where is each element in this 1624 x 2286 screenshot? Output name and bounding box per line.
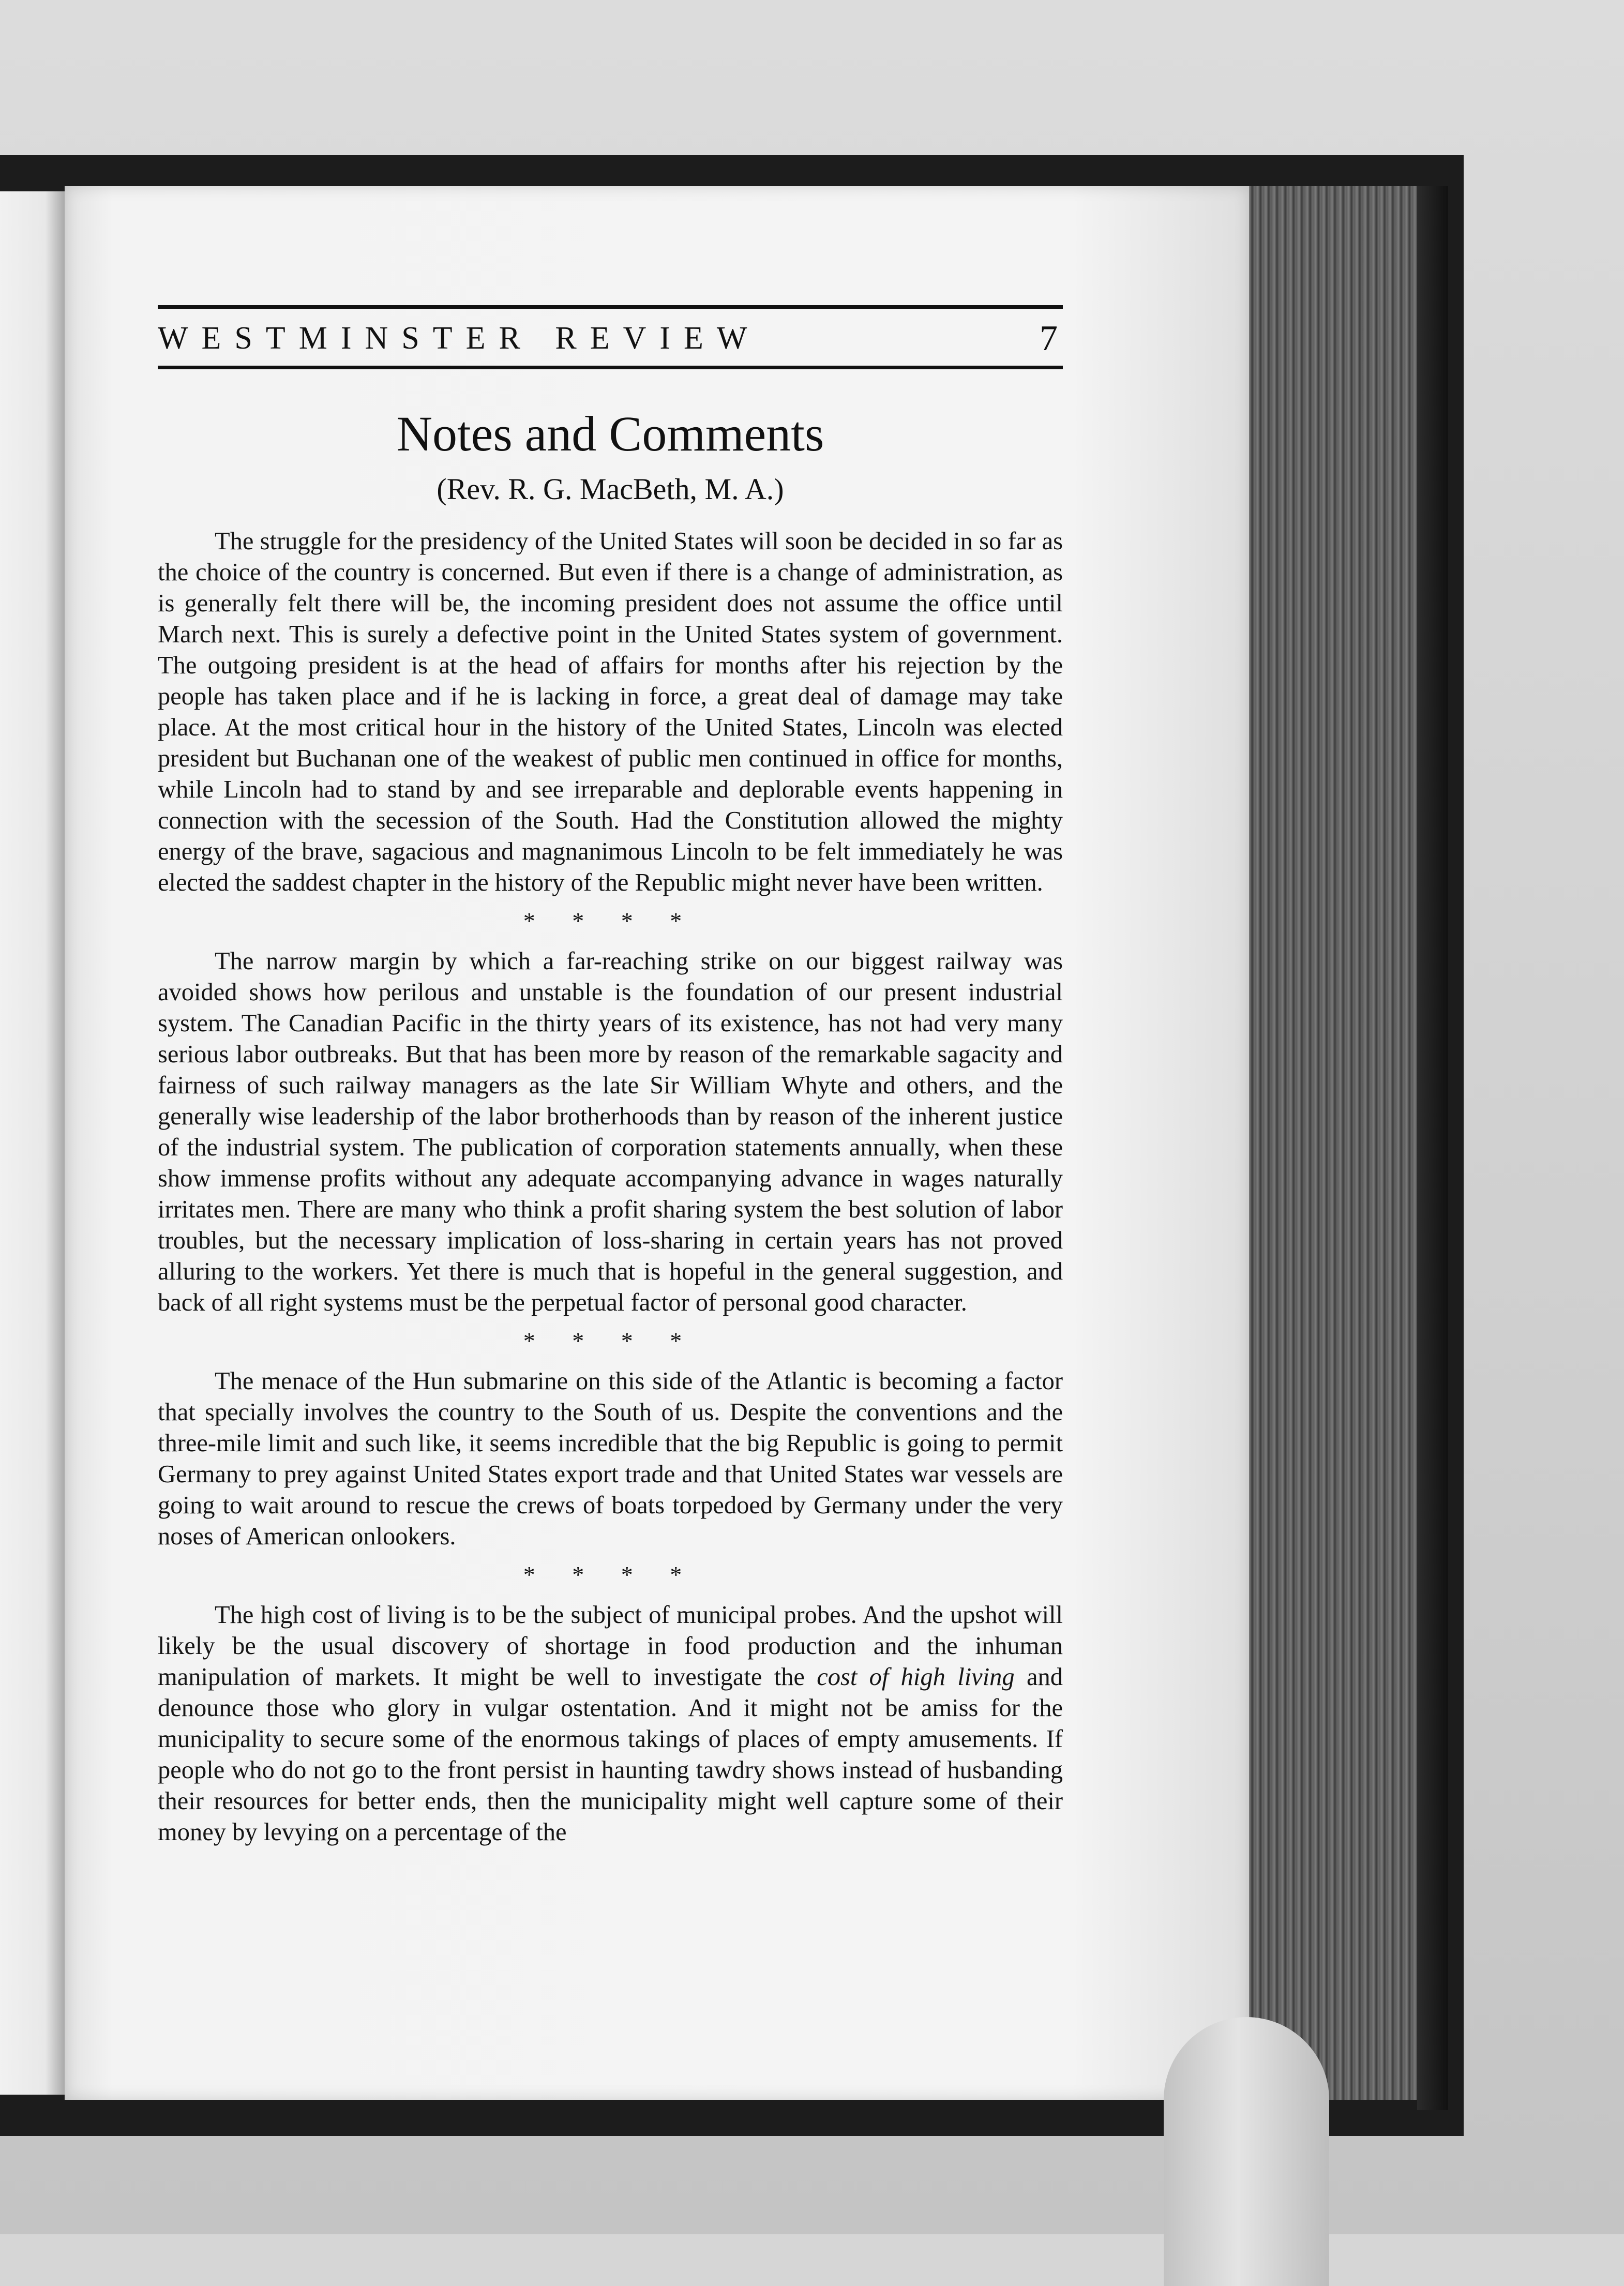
article-body — [158, 526, 1063, 1848]
wooden-page-holder — [1164, 2017, 1329, 2286]
page-block-edge — [1246, 186, 1417, 2100]
section-separator: * * * * — [523, 908, 698, 934]
page-content — [158, 305, 1063, 1848]
paragraph-submarine: The menace of the Hun submarine on this side of the Atlantic is becoming a factor that specially involves the country to the South of us. Despite the conventions and the three-mile limit and such like, it seems incredible that the big Republic is going to permit Germany to prey against United States export trade and that United States war vessels are going to wait around to rescue the crews of boats torpedoed by Germany under the very noses of American onlookers. — [158, 1367, 1063, 1550]
page-block-shadow — [1417, 186, 1448, 2110]
left-page-edge — [0, 191, 65, 2095]
running-head — [158, 305, 1063, 369]
page-number: 7 — [1040, 319, 1058, 358]
article-title: Notes and Comments — [396, 406, 824, 461]
paragraph-cost-of-living — [158, 1600, 1063, 1848]
emphasis-text: cost of high living — [817, 1663, 1015, 1691]
journal-title: WESTMINSTER REVIEW — [158, 321, 761, 356]
paragraph-text: The high cost of living is to be the subject of municipal probes. And the upshot will likely be the usual discovery of shortage in food production and the inhuman manipulation of markets. It might be well to investigate the — [158, 1601, 1063, 1691]
paragraph-railway-strike: The narrow margin by which a far-reaching strike on our biggest railway was avoided shows how perilous and unstable is the foundation of our present industrial system. The Canadian Pacific in the thirty years of its existence, has not had very many serious labor outbreaks. But that has been more by reason of the remarkable sagacity and fairness of such railway managers as the late Sir William Whyte and others, and the generally wise leadership of the labor brotherhoods than by reason of the inherent justice of the industrial system. The publication of corporation statements annually, when these show immense profits without any adequate accompanying advance in wages naturally irritates men. There are many who think a profit sharing system the best solution of labor troubles, but the necessary implication of loss-sharing in certain years has not proved alluring to the workers. Yet there is much that is hopeful in the general suggestion, and back of all right systems must be the perpetual factor of personal good character. — [158, 948, 1063, 1316]
book-page — [65, 186, 1249, 2100]
article-author: (Rev. R. G. MacBeth, M. A.) — [437, 472, 784, 506]
section-separator: * * * * — [523, 1561, 698, 1588]
section-separator: * * * * — [523, 1328, 698, 1354]
paragraph-text: and denounce those who glory in vulgar ostentation. And it might not be amiss for the municipality to secure some of the enormous takings of places of empty amusements. If people who do not go to the front persist in haunting tawdry shows instead of husbanding their resources for better ends, then the municipality might well capture some of their money by levying on a percentage of the — [158, 1663, 1063, 1846]
paragraph-presidency: The struggle for the presidency of the United States will soon be decided in so far as the choice of the country is concerned. But even if there is a change of administration, as is generally felt there will be, the incoming president does not assume the office until March next. This is surely a defective point in the United States system of government. The outgoing president is at the head of affairs for months after his rejection by the people has taken place and if he is lacking in force, a great deal of damage may take place. At the most critical hour in the history of the United States, Lincoln was elected president but Buchanan one of the weakest of public men continued in office for months, while Lincoln had to stand by and see irreparable and deplorable events happening in connection with the secession of the South. Had the Constitution allowed the mighty energy of the brave, sagacious and magnanimous Lincoln to be felt immediately he was elected the saddest chapter in the history of the Republic might never have been written. — [158, 528, 1063, 896]
